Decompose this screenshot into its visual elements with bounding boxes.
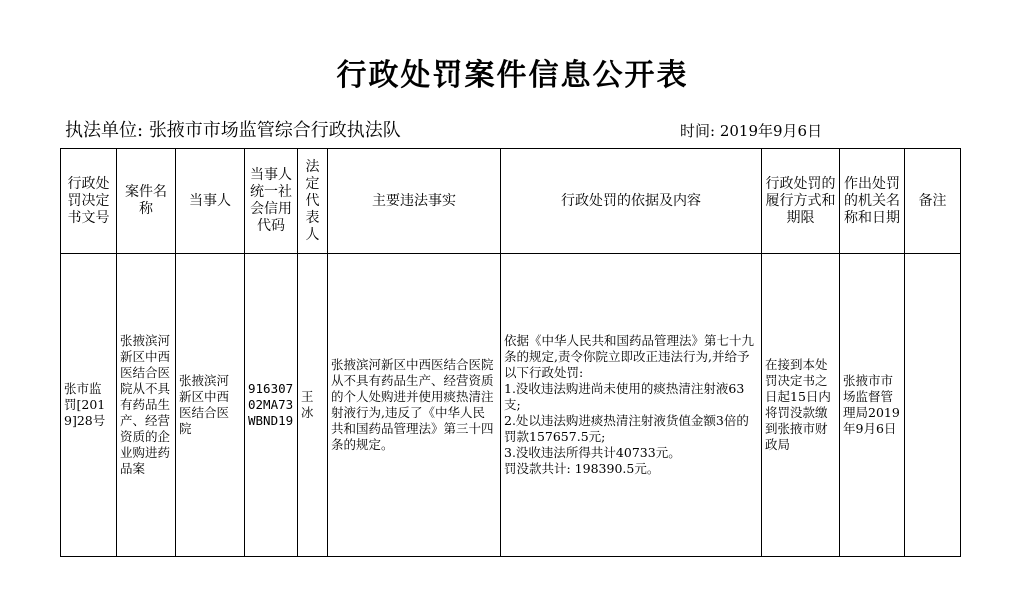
case-info-table	[60, 148, 961, 557]
header-performance: 行政处罚的履行方式和期限	[762, 149, 840, 254]
cell-doc-no: 张市监罚[2019]28号	[61, 254, 117, 557]
cell-party: 张掖滨河新区中西医结合医院	[176, 254, 245, 557]
cell-credit-code: 91630702MA73WBND19	[245, 254, 298, 557]
page-title: 行政处罚案件信息公开表	[336, 58, 689, 93]
cell-basis	[501, 254, 762, 557]
table-row	[61, 254, 961, 557]
header-party: 当事人	[176, 149, 245, 254]
basis-line: 1.没收违法购进尚未使用的痰热清注射液63支;	[504, 381, 745, 412]
cell-remarks	[905, 254, 961, 557]
cell-legal-rep: 王冰	[298, 254, 328, 557]
basis-line: 3.没收违法所得共计40733元。	[504, 445, 681, 460]
basis-line: 罚没款共计: 198390.5元。	[504, 461, 660, 476]
enforcement-unit	[65, 116, 401, 142]
cell-facts: 张掖滨河新区中西医结合医院从不具有药品生产、经营资质的个人处购进并使用痰热清注射液行为,违反了《中华人民共和国药品管理法》第三十四条的规定。	[328, 254, 501, 557]
cell-case-name: 张掖滨河新区中西医结合医院从不具有药品生产、经营资质的企业购进药品案	[117, 254, 176, 557]
header-case-name: 案件名称	[117, 149, 176, 254]
header-doc-no: 行政处罚决定书文号	[61, 149, 117, 254]
unit-label: 执法单位:	[65, 120, 144, 141]
header-basis: 行政处罚的依据及内容	[501, 149, 762, 254]
cell-performance: 在接到本处罚决定书之日起15日内将罚没款缴到张掖市财政局	[762, 254, 840, 557]
cell-authority: 张掖市市场监督管理局2019年9月6日	[840, 254, 905, 557]
header-facts: 主要违法事实	[328, 149, 501, 254]
header-row	[61, 149, 961, 254]
time-value: 2019年9月6日	[719, 122, 823, 140]
header-credit-code: 当事人统一社会信用代码	[245, 149, 298, 254]
publish-time	[680, 120, 822, 141]
unit-name: 张掖市市场监管综合行政执法队	[148, 120, 401, 141]
header-legal-rep: 法定代表人	[298, 149, 328, 254]
basis-line: 2.处以违法购进痰热清注射液货值金额3倍的罚款157657.5元;	[504, 413, 749, 444]
basis-line: 依据《中华人民共和国药品管理法》第七十九条的规定,责令你院立即改正违法行为,并给予以下行政处罚:	[504, 333, 755, 380]
header-authority: 作出处罚的机关名称和日期	[840, 149, 905, 254]
header-remarks: 备注	[905, 149, 961, 254]
time-label: 时间:	[680, 122, 716, 140]
